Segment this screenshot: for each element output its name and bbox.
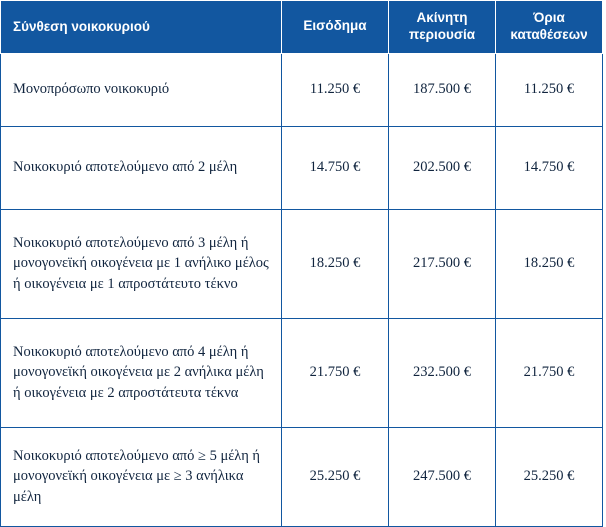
column-header-income: Εισόδημα [282,1,389,54]
cell-income: 18.250 € [282,209,389,318]
column-header-deposits: Όρια καταθέσεων [496,1,603,54]
cell-deposits: 14.750 € [496,126,603,209]
cell-household: Νοικοκυριό αποτελούμενο από 3 μέλη ή μονογονεϊκή οικογένεια με 1 ανήλικο μέλος ή οικογένεια με 1 απροστάτευτο τέκνο [1,209,282,318]
cell-property: 247.500 € [389,427,496,526]
cell-income: 14.750 € [282,126,389,209]
cell-property: 217.500 € [389,209,496,318]
table-row [1,126,603,209]
cell-property: 202.500 € [389,126,496,209]
cell-deposits: 25.250 € [496,427,603,526]
cell-income: 21.750 € [282,318,389,427]
column-header-property: Ακίνητη περιουσία [389,1,496,54]
table-row [1,318,603,427]
cell-deposits: 11.250 € [496,53,603,126]
cell-household: Νοικοκυριό αποτελούμενο από 2 μέλη [1,126,282,209]
cell-household: Νοικοκυριό αποτελούμενο από ≥ 5 μέλη ή μονογονεϊκή οικογένεια με ≥ 3 ανήλικα μέλη [1,427,282,526]
cell-deposits: 21.750 € [496,318,603,427]
cell-household: Μονοπρόσωπο νοικοκυριό [1,53,282,126]
cell-property: 232.500 € [389,318,496,427]
cell-income: 25.250 € [282,427,389,526]
table-row [1,53,603,126]
table-header [1,1,603,54]
cell-deposits: 18.250 € [496,209,603,318]
cell-household: Νοικοκυριό αποτελούμενο από 4 μέλη ή μονογονεϊκή οικογένεια με 2 ανήλικα μέλη ή οικογένεια με 2 απροστάτευτα τέκνα [1,318,282,427]
column-header-household: Σύνθεση νοικοκυριού [1,1,282,54]
table-body [1,53,603,526]
table-header-row [1,1,603,54]
table-row [1,209,603,318]
cell-income: 11.250 € [282,53,389,126]
cell-property: 187.500 € [389,53,496,126]
